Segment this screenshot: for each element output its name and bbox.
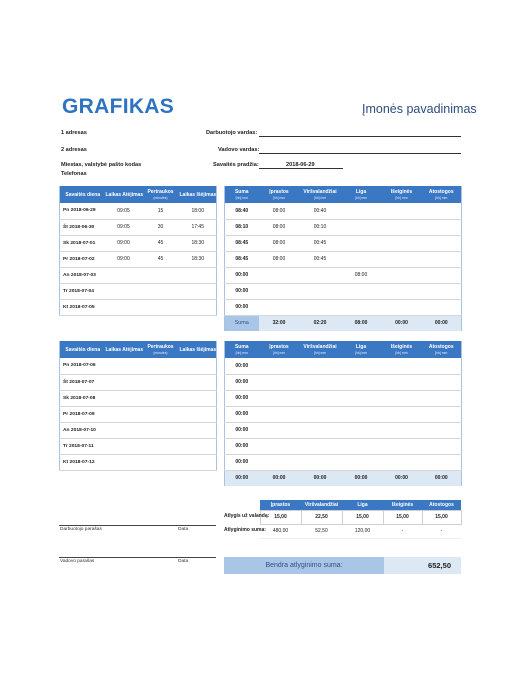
hours-cell: 08:00 — [259, 203, 300, 219]
time-cell[interactable] — [142, 406, 180, 422]
col-header-departure: Laikas Išėjimas — [180, 341, 217, 358]
hours-cell — [422, 422, 462, 438]
sum-row — [225, 315, 462, 331]
hours-cell — [341, 358, 382, 374]
time-cell[interactable] — [180, 406, 217, 422]
hours-cell: 08:00 — [259, 235, 300, 251]
hours-cell — [300, 390, 341, 406]
time-cell[interactable] — [180, 438, 217, 454]
time-cell[interactable] — [106, 406, 142, 422]
day-cell: Št 2018-07-07 — [60, 374, 106, 390]
employee-name-field[interactable] — [259, 130, 461, 137]
employee-signature-label: Darbuotojo parašas — [60, 527, 102, 532]
time-cell[interactable] — [142, 390, 180, 406]
week-start-label: Savaitės pradžia: — [213, 162, 259, 168]
table-row — [60, 438, 217, 454]
table-row — [60, 390, 217, 406]
time-cell[interactable] — [106, 283, 142, 299]
pay-rates-table — [224, 500, 462, 539]
table-row — [225, 299, 462, 315]
hours-cell — [382, 219, 422, 235]
time-cell[interactable] — [180, 267, 217, 283]
hours-cell — [382, 374, 422, 390]
day-cell: Sk 2018-07-01 — [60, 235, 106, 251]
total-pay-label: Bendra atlyginimo suma: — [265, 562, 343, 569]
hours-cell — [259, 454, 300, 470]
hours-cell — [422, 390, 462, 406]
table-row — [60, 358, 217, 374]
hours-cell — [341, 203, 382, 219]
sum-cell: 00:00 — [300, 470, 341, 486]
hours-cell — [422, 267, 462, 283]
sum-cell: 00:00 — [259, 470, 300, 486]
employee-signature-line[interactable] — [59, 525, 216, 526]
hours-cell — [382, 251, 422, 267]
hours-cell — [300, 299, 341, 315]
time-cell[interactable] — [180, 299, 217, 315]
rate-value[interactable]: 15,00 — [383, 510, 422, 524]
table-row — [60, 283, 217, 299]
col-header-5: Atostogos [hh] mm — [422, 341, 462, 358]
table-row — [60, 374, 217, 390]
employee-date-label: Data — [178, 527, 189, 532]
time-cell[interactable] — [106, 299, 142, 315]
hours-cell — [422, 251, 462, 267]
time-cell[interactable]: 09:00 — [106, 251, 142, 267]
time-cell[interactable] — [142, 283, 180, 299]
time-cell[interactable] — [106, 422, 142, 438]
rate-col-header: Viršvalandžiai — [301, 500, 342, 510]
table-row — [60, 454, 217, 470]
hours-cell — [341, 406, 382, 422]
hours-cell — [422, 283, 462, 299]
sum-row — [225, 470, 462, 486]
table-row — [225, 422, 462, 438]
sum-cell: 02:20 — [300, 315, 341, 331]
hours-cell — [341, 235, 382, 251]
time-cell[interactable]: 09:05 — [106, 203, 142, 219]
time-cell[interactable]: 15 — [142, 203, 180, 219]
time-cell[interactable]: 18:00 — [180, 203, 217, 219]
time-cell[interactable]: 18:30 — [180, 251, 217, 267]
hours-cell — [300, 454, 341, 470]
hours-cell — [259, 390, 300, 406]
total-cell: 08:10 — [225, 219, 259, 235]
table-row — [225, 283, 462, 299]
week-start-value: 2018-06-29 — [286, 162, 315, 168]
day-cell: Tr 2018-07-11 — [60, 438, 106, 454]
total-cell: 00:00 — [225, 299, 259, 315]
hours-cell — [341, 251, 382, 267]
pay-value: - — [422, 524, 461, 538]
manager-name-label: Vadovo vardas: — [218, 147, 260, 153]
hours-cell: 00:40 — [300, 203, 341, 219]
col-header-0: Suma [hh] mm — [225, 341, 259, 358]
col-header-day: Savaitės diena — [60, 341, 106, 358]
hours-cell — [300, 374, 341, 390]
hours-cell — [300, 422, 341, 438]
hours-cell — [382, 390, 422, 406]
hours-cell — [300, 358, 341, 374]
col-header-0: Suma [hh] mm — [225, 186, 259, 203]
time-cell[interactable] — [106, 267, 142, 283]
col-header-arrival: Laikas Atėjimas — [106, 341, 142, 358]
total-pay-bar — [224, 557, 461, 574]
sum-cell: 00:00 — [225, 470, 259, 486]
rate-col-header: Įprastos — [260, 500, 301, 510]
table-row — [225, 390, 462, 406]
sum-cell: 00:00 — [382, 470, 422, 486]
hours-cell — [382, 454, 422, 470]
pay-value: - — [383, 524, 422, 538]
total-cell: 00:00 — [225, 358, 259, 374]
col-header-4: Išeiginės [hh] mm — [382, 341, 422, 358]
time-cell[interactable]: 30 — [142, 219, 180, 235]
time-cell[interactable] — [142, 422, 180, 438]
manager-signature-label: Vadovo parašas — [60, 559, 95, 564]
hours-cell: 00:10 — [300, 219, 341, 235]
hours-cell — [259, 358, 300, 374]
rate-col-header: Išeiginės — [383, 500, 422, 510]
time-cell[interactable] — [106, 454, 142, 470]
time-cell[interactable] — [106, 358, 142, 374]
week2-times-table — [59, 341, 217, 471]
hours-cell — [259, 406, 300, 422]
sum-label: Suma — [225, 315, 259, 331]
hours-cell — [341, 299, 382, 315]
time-cell[interactable] — [142, 438, 180, 454]
total-cell: 08:45 — [225, 251, 259, 267]
hours-cell — [300, 267, 341, 283]
rate-col-header: Liga — [342, 500, 383, 510]
rate-value[interactable]: 15,00 — [260, 510, 301, 524]
time-cell[interactable] — [180, 374, 217, 390]
table-row — [60, 406, 217, 422]
hours-cell — [422, 406, 462, 422]
time-cell[interactable]: 45 — [142, 251, 180, 267]
address-2: 2 adresas — [61, 147, 87, 153]
col-header-breaks: Pertraukos (minutės) — [142, 341, 180, 358]
table-row — [60, 251, 217, 267]
time-cell[interactable] — [106, 438, 142, 454]
total-cell: 00:00 — [225, 390, 259, 406]
week1-hours-table — [224, 186, 462, 331]
table-row — [225, 374, 462, 390]
sum-cell: 08:00 — [341, 315, 382, 331]
sum-cell: 32:00 — [259, 315, 300, 331]
col-header-4: Išeiginės [hh] mm — [382, 186, 422, 203]
hours-cell — [382, 283, 422, 299]
pay-value: 52,50 — [301, 524, 342, 538]
time-cell[interactable] — [142, 299, 180, 315]
hours-cell — [422, 203, 462, 219]
col-header-departure: Laikas Išėjimas — [180, 186, 217, 203]
total-cell: 00:00 — [225, 283, 259, 299]
col-header-3: Liga [hh] mm — [341, 341, 382, 358]
table-row — [225, 267, 462, 283]
manager-signature-line[interactable] — [59, 557, 216, 558]
hours-cell — [382, 406, 422, 422]
hours-cell — [422, 374, 462, 390]
time-cell[interactable] — [106, 374, 142, 390]
hours-cell: 08:00 — [259, 251, 300, 267]
hours-cell — [259, 374, 300, 390]
time-cell[interactable]: 09:00 — [106, 235, 142, 251]
day-cell: Pr 2018-07-09 — [60, 406, 106, 422]
total-cell: 00:00 — [225, 267, 259, 283]
day-cell: Sk 2018-07-08 — [60, 390, 106, 406]
hours-cell — [341, 422, 382, 438]
pay-label: Atlyginimo suma: — [224, 527, 266, 534]
total-cell: 08:45 — [225, 235, 259, 251]
time-cell[interactable]: 09:05 — [106, 219, 142, 235]
hours-cell — [382, 422, 422, 438]
manager-name-field[interactable] — [259, 147, 461, 154]
table-row — [225, 454, 462, 470]
time-cell[interactable] — [180, 358, 217, 374]
hours-cell — [341, 219, 382, 235]
table-row — [60, 219, 217, 235]
table-row — [225, 235, 462, 251]
week2-hours-table — [224, 341, 462, 486]
rates-corner — [224, 500, 260, 510]
sum-cell: 00:00 — [341, 470, 382, 486]
hours-cell — [382, 203, 422, 219]
hours-cell — [341, 438, 382, 454]
hours-cell — [422, 299, 462, 315]
hours-cell — [259, 422, 300, 438]
col-header-1: Įprastos [hh] mm — [259, 186, 300, 203]
table-row — [60, 203, 217, 219]
day-cell: Pn 2018-06-29 — [60, 203, 106, 219]
pay-value: 480,00 — [260, 524, 301, 538]
hours-cell: 08:00 — [341, 267, 382, 283]
total-cell: 00:00 — [225, 374, 259, 390]
hours-cell: 08:00 — [259, 219, 300, 235]
pay-value: 120,00 — [342, 524, 383, 538]
time-cell[interactable] — [142, 454, 180, 470]
table-row — [225, 438, 462, 454]
hours-cell — [382, 299, 422, 315]
hours-cell — [341, 374, 382, 390]
hours-cell — [422, 358, 462, 374]
hours-cell — [422, 235, 462, 251]
day-cell: An 2018-07-10 — [60, 422, 106, 438]
col-header-arrival: Laikas Atėjimas — [106, 186, 142, 203]
day-cell: Št 2018-06-30 — [60, 219, 106, 235]
table-row — [225, 358, 462, 374]
total-cell: 00:00 — [225, 406, 259, 422]
time-cell[interactable] — [142, 374, 180, 390]
phone: Telefonas — [61, 171, 87, 177]
day-cell: Pn 2018-07-06 — [60, 358, 106, 374]
address-1: 1 adresas — [61, 130, 87, 136]
table-row — [225, 406, 462, 422]
time-cell[interactable] — [106, 390, 142, 406]
time-cell[interactable] — [180, 390, 217, 406]
col-header-1: Įprastos [hh] mm — [259, 341, 300, 358]
manager-date-label: Data — [178, 559, 189, 564]
page-title: GRAFIKAS — [62, 95, 175, 118]
total-cell: 08:40 — [225, 203, 259, 219]
table-row — [60, 267, 217, 283]
day-cell: Kt 2018-07-12 — [60, 454, 106, 470]
time-cell[interactable]: 45 — [142, 235, 180, 251]
hours-cell — [300, 406, 341, 422]
col-header-day: Savaitės diena — [60, 186, 106, 203]
hours-cell — [300, 283, 341, 299]
hours-cell — [300, 438, 341, 454]
time-cell[interactable] — [180, 422, 217, 438]
table-row — [225, 219, 462, 235]
hours-cell — [259, 438, 300, 454]
week1-times-table — [59, 186, 217, 316]
employee-name-label: Darbuotojo vardas: — [206, 130, 258, 136]
hours-cell — [341, 283, 382, 299]
rate-value[interactable]: 22,50 — [301, 510, 342, 524]
rate-col-header: Atostogos — [422, 500, 461, 510]
week-start-field[interactable] — [259, 162, 343, 169]
total-pay-value: 652,50 — [384, 557, 461, 574]
col-header-2: Viršvalandžiai [hh] mm — [300, 186, 341, 203]
day-cell: An 2018-07-03 — [60, 267, 106, 283]
hours-cell — [259, 267, 300, 283]
table-row — [60, 299, 217, 315]
hours-cell — [422, 454, 462, 470]
hours-cell — [422, 438, 462, 454]
hours-cell: 00:45 — [300, 251, 341, 267]
time-cell[interactable]: 18:30 — [180, 235, 217, 251]
rate-value[interactable]: 15,00 — [422, 510, 461, 524]
time-cell[interactable]: 17:45 — [180, 219, 217, 235]
hours-cell — [382, 438, 422, 454]
hours-cell — [259, 283, 300, 299]
hours-cell: 00:45 — [300, 235, 341, 251]
total-cell: 00:00 — [225, 454, 259, 470]
hours-cell — [382, 235, 422, 251]
sum-cell: 00:00 — [382, 315, 422, 331]
col-header-5: Atostogos [hh] mm — [422, 186, 462, 203]
rate-label: Atlygis už valandą: — [224, 513, 270, 520]
time-cell[interactable] — [142, 358, 180, 374]
col-header-breaks: Pertraukos (minutės) — [142, 186, 180, 203]
day-cell: Pr 2018-07-02 — [60, 251, 106, 267]
col-header-3: Liga [hh] mm — [341, 186, 382, 203]
col-header-2: Viršvalandžiai [hh] mm — [300, 341, 341, 358]
hours-cell — [382, 267, 422, 283]
company-name: Įmonės pavadinimas — [362, 102, 477, 116]
hours-cell — [382, 358, 422, 374]
city-line: Miestas, valstybė pašto kodas — [61, 162, 142, 168]
time-cell[interactable] — [180, 454, 217, 470]
total-cell: 00:00 — [225, 422, 259, 438]
hours-cell — [341, 390, 382, 406]
hours-cell — [341, 454, 382, 470]
rate-value[interactable]: 15,00 — [342, 510, 383, 524]
hours-cell — [259, 299, 300, 315]
day-cell: Kt 2018-07-05 — [60, 299, 106, 315]
sum-cell: 00:00 — [422, 470, 462, 486]
time-cell[interactable] — [180, 283, 217, 299]
table-row — [225, 203, 462, 219]
table-row — [225, 251, 462, 267]
hours-cell — [422, 219, 462, 235]
sum-cell: 00:00 — [422, 315, 462, 331]
total-cell: 00:00 — [225, 438, 259, 454]
day-cell: Tr 2018-07-04 — [60, 283, 106, 299]
time-cell[interactable] — [142, 267, 180, 283]
table-row — [60, 422, 217, 438]
table-row — [60, 235, 217, 251]
